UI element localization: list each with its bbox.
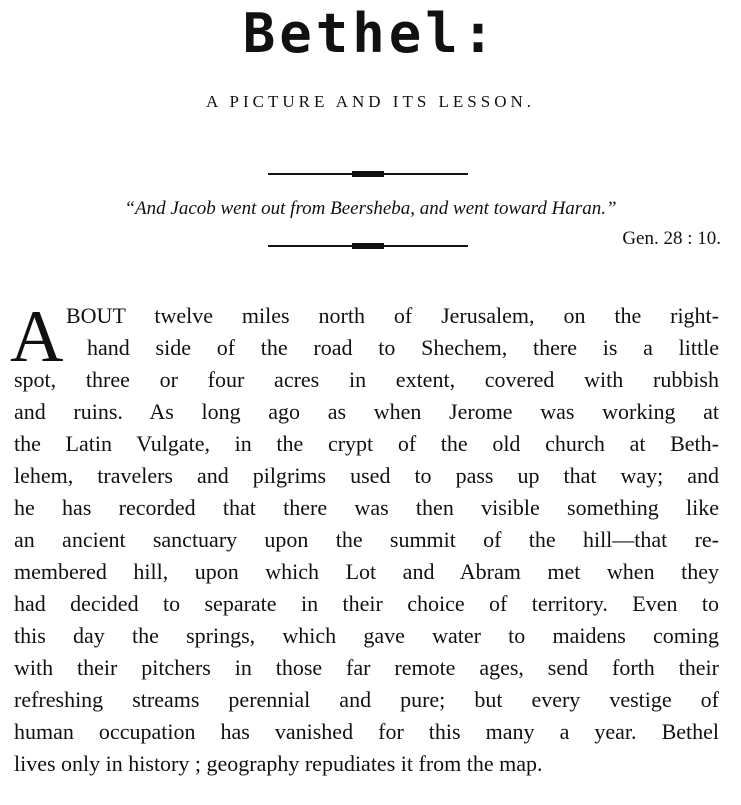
- body-line: an ancient sanctuary upon the summit of the hill—that re-: [14, 527, 719, 552]
- epigraph-reference: Gen. 28 : 10.: [622, 228, 721, 249]
- page-subtitle: A PICTURE AND ITS LESSON.: [205, 92, 536, 111]
- body-line: lives only in history ; geography repudiates it from the map.: [14, 751, 543, 776]
- rule-mark: [352, 171, 384, 177]
- body-line: he has recorded that there was then visible something like: [14, 495, 719, 520]
- body-line: and ruins. As long ago as when Jerome was working at: [14, 399, 719, 424]
- body-line: spot, three or four acres in extent, covered with rubbish: [14, 367, 719, 392]
- body-line: refreshing streams perennial and pure; but every vestige of: [14, 687, 719, 712]
- body-line: the Latin Vulgate, in the crypt of the old church at Beth-: [14, 431, 719, 456]
- rule-mark: [352, 243, 384, 249]
- body-line: had decided to separate in their choice of territory. Even to: [14, 591, 719, 616]
- ornamental-rule-bottom: [268, 245, 468, 247]
- drop-cap: A: [10, 296, 64, 378]
- ornamental-rule-top: [268, 173, 468, 175]
- body-line: hand side of the road to Shechem, there is a little: [87, 335, 719, 360]
- epigraph-quote: “And Jacob went out from Beersheba, and went toward Haran.”: [124, 198, 617, 219]
- body-line: lehem, travelers and pilgrims used to pass up that way; and: [14, 463, 719, 488]
- body-line: this day the springs, which gave water to maidens coming: [14, 623, 719, 648]
- page-title: Bethel:: [242, 2, 499, 65]
- body-line: with their pitchers in those far remote ages, send forth their: [14, 655, 719, 680]
- body-line: BOUT twelve miles north of Jerusalem, on the right-: [66, 303, 719, 328]
- body-line: membered hill, upon which Lot and Abram met when they: [14, 559, 719, 584]
- body-line: human occupation has vanished for this many a year. Bethel: [14, 719, 719, 744]
